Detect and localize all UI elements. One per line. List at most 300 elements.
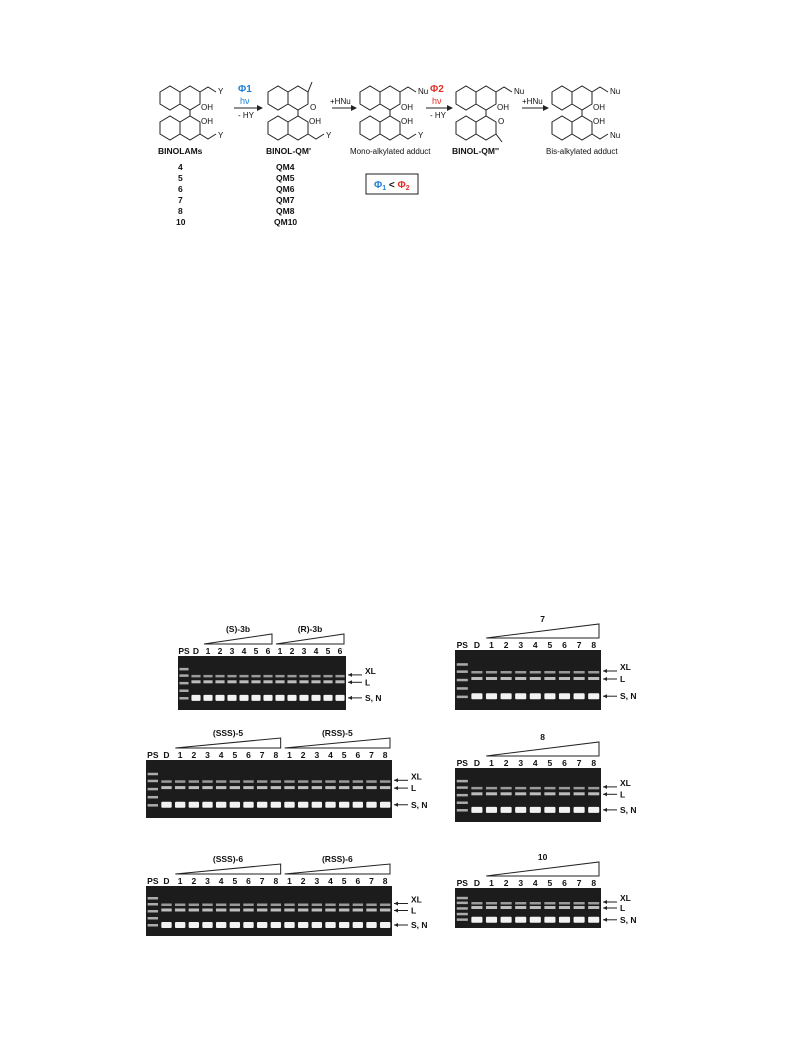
band-xl xyxy=(501,787,512,790)
ps-marker-band xyxy=(457,780,468,783)
ps-marker-band xyxy=(148,773,158,776)
lane-label: 6 xyxy=(562,640,567,650)
lane-label: 5 xyxy=(232,750,238,760)
phi1-label: Φ1 xyxy=(238,84,252,95)
oh-bis-top: OH xyxy=(593,103,605,112)
band-l xyxy=(574,677,585,680)
concentration-wedge xyxy=(486,624,599,638)
ps-marker-band xyxy=(457,670,468,673)
inequality-text: $\Phi_1 < \Phi_2$ xyxy=(374,180,410,192)
band-l xyxy=(335,680,344,683)
band-l xyxy=(588,906,599,909)
gel-panel-5 xyxy=(146,722,436,818)
band-sn xyxy=(366,802,376,808)
band-xl xyxy=(189,780,199,783)
band-l xyxy=(215,680,224,683)
band-sn xyxy=(515,917,526,923)
lane-label-ps: PS xyxy=(178,646,190,656)
gel-svg xyxy=(146,722,436,818)
gel-title: 7 xyxy=(540,614,545,624)
ps-marker-band xyxy=(457,696,468,699)
label-xl: XL xyxy=(365,665,376,676)
band-sn xyxy=(574,807,585,813)
band-sn xyxy=(215,695,224,701)
gel-background xyxy=(178,656,346,710)
label-xl: XL xyxy=(620,893,631,903)
ps-marker-band xyxy=(148,780,158,783)
band-xl xyxy=(471,671,482,674)
concentration-wedge xyxy=(486,862,599,876)
lane-label: 1 xyxy=(177,750,183,760)
band-sn xyxy=(175,922,185,928)
band-xl xyxy=(275,675,284,678)
lane-label: 7 xyxy=(259,750,265,760)
band-l xyxy=(559,906,570,909)
ps-marker-band xyxy=(457,679,468,682)
band-sn xyxy=(175,802,185,808)
qm-list xyxy=(274,162,297,227)
lane-label: 1 xyxy=(277,646,283,656)
band-l xyxy=(311,680,320,683)
band-l xyxy=(299,680,308,683)
ps-marker-band xyxy=(148,903,158,906)
label-xl: XL xyxy=(411,771,422,782)
band-xl xyxy=(501,671,512,674)
band-xl xyxy=(380,904,390,907)
label-sn: S, N xyxy=(620,914,637,925)
lane-label: 4 xyxy=(313,646,319,656)
lane-label: 6 xyxy=(562,878,567,888)
binolams-label: BINOLAMs xyxy=(158,146,203,156)
band-l xyxy=(271,786,281,789)
band-l xyxy=(227,680,236,683)
y-substituent-bottom: Y xyxy=(218,131,224,140)
band-sn xyxy=(501,807,512,813)
band-l xyxy=(515,677,526,680)
ps-marker-band xyxy=(179,689,188,692)
band-xl xyxy=(175,904,185,907)
band-l xyxy=(471,677,482,680)
band-sn xyxy=(544,807,555,813)
band-l xyxy=(574,906,585,909)
gel-title: (SSS)-6 xyxy=(212,854,244,864)
lane-label: 6 xyxy=(562,758,567,768)
band-xl xyxy=(323,675,332,678)
ps-marker-band xyxy=(148,897,158,900)
band-l xyxy=(574,792,585,795)
band-xl xyxy=(471,902,482,905)
band-sn xyxy=(323,695,332,701)
band-l xyxy=(471,906,482,909)
band-l xyxy=(325,909,335,912)
band-sn xyxy=(515,807,526,813)
band-xl xyxy=(471,787,482,790)
band-sn xyxy=(486,693,497,699)
ps-marker-band xyxy=(457,907,468,910)
band-xl xyxy=(559,671,570,674)
band-sn xyxy=(284,802,294,808)
concentration-wedge xyxy=(276,634,344,644)
label-xl: XL xyxy=(620,777,631,788)
minus-hy-2: - HY xyxy=(430,111,446,120)
band-xl xyxy=(263,675,272,678)
lane-label: 7 xyxy=(369,876,374,886)
band-sn xyxy=(471,693,482,699)
arrow-head xyxy=(603,906,607,910)
lane-label: 6 xyxy=(355,876,361,886)
binol-qm2-structure xyxy=(456,86,512,142)
band-l xyxy=(544,906,555,909)
band-xl xyxy=(486,902,497,905)
binol-qm2-label: BINOL-QM'' xyxy=(452,146,500,156)
lane-label: 4 xyxy=(532,640,538,650)
band-xl xyxy=(530,787,541,790)
band-xl xyxy=(271,780,281,783)
band-xl xyxy=(366,780,376,783)
y-substituent-top: Y xyxy=(218,87,224,96)
band-sn xyxy=(380,802,390,808)
arrow-head xyxy=(603,900,607,904)
qm-name: QM7 xyxy=(276,195,295,205)
band-l xyxy=(471,792,482,795)
band-l xyxy=(202,786,212,789)
lane-label: 7 xyxy=(576,640,582,650)
band-l xyxy=(243,786,253,789)
lane-label: 1 xyxy=(489,640,494,650)
lane-label: 1 xyxy=(489,878,494,888)
compound-number: 8 xyxy=(178,206,183,216)
band-l xyxy=(380,909,390,912)
band-sn xyxy=(203,695,212,701)
band-sn xyxy=(216,802,226,808)
band-sn xyxy=(380,922,390,928)
lane-label: 2 xyxy=(289,646,295,656)
qm-name: QM5 xyxy=(276,173,295,183)
band-sn xyxy=(298,922,308,928)
bis-adduct-structure xyxy=(552,86,608,140)
concentration-wedge xyxy=(285,864,390,874)
band-sn xyxy=(298,802,308,808)
phi2-label: Φ2 xyxy=(430,84,444,95)
arrow-head xyxy=(603,918,607,922)
lane-label: 6 xyxy=(246,750,251,760)
band-sn xyxy=(189,922,199,928)
band-l xyxy=(353,786,363,789)
band-sn xyxy=(559,693,570,699)
band-sn xyxy=(230,802,240,808)
oh-bottom: OH xyxy=(201,117,213,126)
compound-number-list xyxy=(176,162,186,227)
ps-marker-band xyxy=(457,809,468,812)
band-xl xyxy=(501,902,512,905)
lane-label: 8 xyxy=(273,750,279,760)
band-l xyxy=(161,786,171,789)
gel-title: (RSS)-6 xyxy=(321,854,353,864)
band-sn xyxy=(230,922,240,928)
binol-qm1-label: BINOL-QM' xyxy=(266,146,311,156)
band-sn xyxy=(486,917,497,923)
gel-svg xyxy=(455,850,645,928)
bis-label: Bis-alkylated adduct xyxy=(546,147,618,156)
band-sn xyxy=(530,693,541,699)
band-l xyxy=(257,909,267,912)
lane-label: 5 xyxy=(341,750,347,760)
gel-panel-3b xyxy=(178,618,390,710)
band-xl xyxy=(339,780,349,783)
band-sn xyxy=(257,922,267,928)
band-xl xyxy=(588,902,599,905)
band-l xyxy=(501,677,512,680)
gel-title: 8 xyxy=(540,732,545,742)
ps-marker-band xyxy=(457,801,468,804)
band-l xyxy=(257,786,267,789)
concentration-wedge xyxy=(486,742,599,756)
band-l xyxy=(239,680,248,683)
band-xl xyxy=(312,904,322,907)
band-l xyxy=(530,792,541,795)
band-xl xyxy=(284,904,294,907)
band-xl xyxy=(366,904,376,907)
band-l xyxy=(559,677,570,680)
band-xl xyxy=(191,675,200,678)
ps-marker-band xyxy=(457,902,468,905)
ps-marker-band xyxy=(179,697,188,700)
band-xl xyxy=(251,675,260,678)
band-l xyxy=(339,786,349,789)
lane-label: 2 xyxy=(300,876,306,886)
lane-label-ps: PS xyxy=(147,750,159,760)
lane-label: 3 xyxy=(301,646,307,656)
lane-label: 7 xyxy=(369,750,374,760)
band-sn xyxy=(243,922,253,928)
band-sn xyxy=(530,917,541,923)
lane-label: 8 xyxy=(591,878,597,888)
band-sn xyxy=(574,917,585,923)
band-sn xyxy=(588,693,599,699)
band-xl xyxy=(530,671,541,674)
band-sn xyxy=(216,922,226,928)
gel-panel-10 xyxy=(455,850,645,928)
band-xl xyxy=(588,671,599,674)
arrow-head xyxy=(603,808,607,812)
band-sn xyxy=(353,922,363,928)
lane-label: 2 xyxy=(191,876,197,886)
band-xl xyxy=(298,780,308,783)
band-xl xyxy=(202,780,212,783)
ps-marker-band xyxy=(148,788,158,791)
lane-label: 8 xyxy=(591,640,597,650)
lane-label: 7 xyxy=(576,758,582,768)
lane-label: 1 xyxy=(177,876,183,886)
band-l xyxy=(175,786,185,789)
band-l xyxy=(298,786,308,789)
band-xl xyxy=(161,780,171,783)
lane-label: 3 xyxy=(518,878,524,888)
band-xl xyxy=(312,780,322,783)
gel-panel-6 xyxy=(146,848,436,936)
lane-label: 6 xyxy=(246,876,251,886)
band-xl xyxy=(325,780,335,783)
arrow-head xyxy=(348,673,352,677)
band-l xyxy=(353,909,363,912)
lane-label-d: D xyxy=(163,876,170,886)
o-qm1: O xyxy=(310,103,317,112)
lane-label: 8 xyxy=(591,758,597,768)
band-xl xyxy=(515,787,526,790)
band-l xyxy=(588,677,599,680)
band-sn xyxy=(287,695,296,701)
band-l xyxy=(312,786,322,789)
band-sn xyxy=(335,695,344,701)
band-xl xyxy=(515,671,526,674)
lane-label: 5 xyxy=(547,878,553,888)
qm-name: QM4 xyxy=(276,162,295,172)
nu-mono: Nu xyxy=(418,87,429,96)
ps-marker-band xyxy=(148,796,158,799)
band-xl xyxy=(243,780,253,783)
lane-label: 6 xyxy=(337,646,343,656)
band-xl xyxy=(299,675,308,678)
concentration-wedge xyxy=(175,738,280,748)
band-sn xyxy=(251,695,260,701)
band-xl xyxy=(298,904,308,907)
binolam-structure xyxy=(160,86,216,140)
band-xl xyxy=(574,787,585,790)
lane-label: 3 xyxy=(518,640,524,650)
band-sn xyxy=(271,922,281,928)
arrow-head xyxy=(394,902,398,906)
lane-label: 7 xyxy=(259,876,265,886)
compound-number: 10 xyxy=(176,217,186,227)
lane-label: 1 xyxy=(287,750,292,760)
lane-label: 4 xyxy=(218,876,224,886)
label-sn: S, N xyxy=(365,692,382,703)
lane-label: 5 xyxy=(547,758,553,768)
ps-marker-band xyxy=(457,897,468,900)
band-xl xyxy=(544,671,555,674)
band-sn xyxy=(471,807,482,813)
band-sn xyxy=(471,917,482,923)
band-sn xyxy=(501,693,512,699)
ps-marker-band xyxy=(457,794,468,797)
lane-label: 4 xyxy=(241,646,247,656)
band-xl xyxy=(257,904,267,907)
band-l xyxy=(515,906,526,909)
reaction-scheme xyxy=(150,78,650,238)
band-sn xyxy=(271,802,281,808)
band-sn xyxy=(257,802,267,808)
band-l xyxy=(501,906,512,909)
band-sn xyxy=(574,693,585,699)
lane-label: 3 xyxy=(205,750,210,760)
band-l xyxy=(287,680,296,683)
band-l xyxy=(325,786,335,789)
concentration-wedge xyxy=(285,738,390,748)
band-l xyxy=(544,677,555,680)
band-l xyxy=(202,909,212,912)
band-xl xyxy=(544,902,555,905)
band-xl xyxy=(215,675,224,678)
arrow-head xyxy=(394,803,398,807)
band-sn xyxy=(366,922,376,928)
lane-label: 4 xyxy=(328,876,333,886)
lane-label: 8 xyxy=(382,876,388,886)
band-l xyxy=(175,909,185,912)
band-sn xyxy=(284,922,294,928)
band-sn xyxy=(559,807,570,813)
lane-label: 2 xyxy=(217,646,223,656)
lane-label: 7 xyxy=(576,878,582,888)
band-l xyxy=(298,909,308,912)
lane-label: 8 xyxy=(273,876,279,886)
band-sn xyxy=(325,802,335,808)
plus-hnu-1: +HNu xyxy=(330,97,351,106)
band-l xyxy=(366,786,376,789)
gel-svg xyxy=(455,612,645,710)
band-xl xyxy=(544,787,555,790)
band-xl xyxy=(230,780,240,783)
band-xl xyxy=(271,904,281,907)
band-xl xyxy=(559,902,570,905)
band-xl xyxy=(335,675,344,678)
band-l xyxy=(544,792,555,795)
ps-marker-band xyxy=(148,804,158,807)
band-xl xyxy=(559,787,570,790)
hv2-label: hν xyxy=(432,96,442,106)
lane-label: 1 xyxy=(205,646,211,656)
lane-label: 3 xyxy=(314,750,320,760)
ps-marker-band xyxy=(148,910,158,913)
arrow-head xyxy=(394,923,398,927)
gel-title: (RSS)-5 xyxy=(321,728,353,738)
band-sn xyxy=(299,695,308,701)
band-sn xyxy=(544,693,555,699)
band-l xyxy=(559,792,570,795)
ps-marker-band xyxy=(148,924,158,927)
band-sn xyxy=(243,802,253,808)
gel-svg xyxy=(455,730,645,822)
ps-marker-band xyxy=(457,913,468,916)
compound-number: 6 xyxy=(178,184,183,194)
band-xl xyxy=(287,675,296,678)
band-sn xyxy=(530,807,541,813)
minus-hy-1: - HY xyxy=(238,111,254,120)
lane-label: 4 xyxy=(532,758,538,768)
band-sn xyxy=(515,693,526,699)
qm-name: QM6 xyxy=(276,184,295,194)
band-xl xyxy=(574,671,585,674)
label-sn: S, N xyxy=(411,920,428,930)
lane-label-d: D xyxy=(473,758,480,768)
band-l xyxy=(251,680,260,683)
band-xl xyxy=(257,780,267,783)
band-l xyxy=(501,792,512,795)
band-sn xyxy=(189,802,199,808)
lane-label: 2 xyxy=(503,758,509,768)
qm-name: QM10 xyxy=(274,217,298,227)
concentration-wedge xyxy=(204,634,272,644)
band-l xyxy=(189,909,199,912)
lane-label-ps: PS xyxy=(456,758,468,768)
lane-label: 5 xyxy=(232,876,238,886)
nu-bis-bottom: Nu xyxy=(610,131,621,140)
lane-label: 4 xyxy=(328,750,333,760)
band-sn xyxy=(339,802,349,808)
lane-label: 5 xyxy=(341,876,347,886)
label-xl: XL xyxy=(411,894,422,905)
arrow-head xyxy=(603,694,607,698)
lane-label: 3 xyxy=(314,876,320,886)
